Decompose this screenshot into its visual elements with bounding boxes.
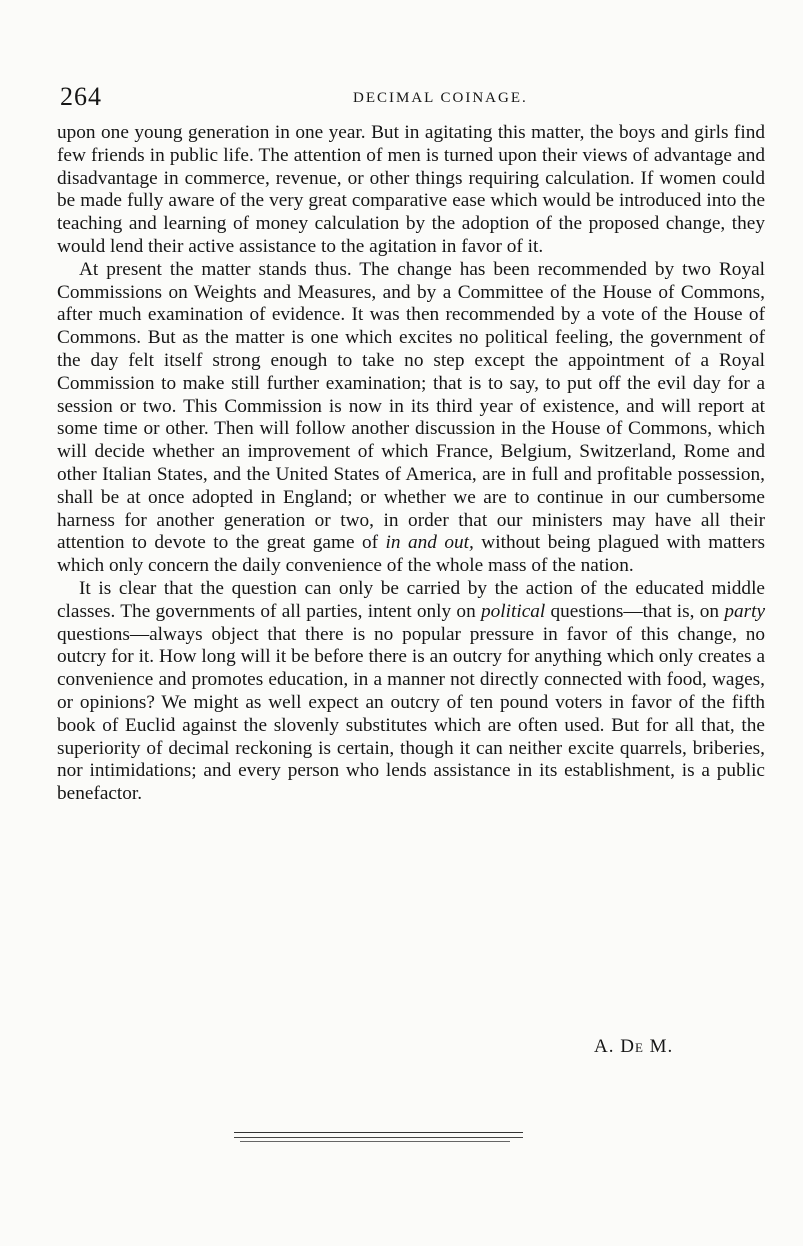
paragraph-text: questions—that is, on <box>545 600 725 622</box>
closing-rule <box>234 1137 523 1138</box>
author-signature <box>594 1036 673 1058</box>
page-number: 264 <box>60 82 102 111</box>
signature-surname-initial: M. <box>649 1036 674 1057</box>
signature-initial: A. <box>594 1036 615 1057</box>
paragraph <box>57 122 765 259</box>
signature-de: De <box>620 1036 644 1057</box>
paragraph <box>57 578 765 806</box>
italic-text: party <box>724 600 766 622</box>
page-header <box>56 82 768 114</box>
italic-text: political <box>480 600 546 622</box>
paragraph-text: without being plagued with matters which only concern the daily convenience of the whole mass of the nation. <box>57 532 766 577</box>
paragraph <box>57 259 765 578</box>
italic-text: in and out, <box>385 532 474 554</box>
body-text <box>57 122 765 806</box>
paragraph-text: At present the matter stands thus. The change has been recommended by two Royal Commissions on Weights and Measures, and by a Committee of the House of Commons, after much examination of evidence. It was then recommended by a vote of the House of Commons. But as the matter is one which excites no political feeling, the government of the day felt itself strong enough to take no step except the appointment of a Royal Commission to make still further examination; that is to say, to put off the evil day for a session or two. This Commission is now in its third year of existence, and will report at some time or other. Then will follow another discussion in the House of Commons, which will decide whether an improvement of which France, Belgium, Switzerland, Rome and other Italian States, and the United States of America, are in full and profitable possession, shall be at once adopted in England; or whether we are to continue in our cumbersome harness for another generation or two, in order that our ministers may have all their attention to devote to the great game of <box>57 258 765 554</box>
paragraph-text: upon one young generation in one year. But in agitating this matter, the boys and girls find few friends in public life. The attention of men is turned upon their views of advantage and disadvantage in commerce, revenue, or other things requiring calculation. If women could be made fully aware of the very great comparative ease which would be introduced into the teaching and learning of money calculation by the adoption of the proposed change, they would lend their active assistance to the agitation in favor of it. <box>57 122 765 257</box>
paragraph-text: questions—always object that there is no popular pressure in favor of this change, no outcry for it. How long will it be before there is an outcry for anything which only creates a convenience and promotes education, in a manner not directly connected with food, wages, or opinions? We might as well expect an outcry of ten pound voters in favor of the fifth book of Euclid against the slovenly substitutes which are often used. But for all that, the superiority of decimal reckoning is certain, though it can neither excite quarrels, briberies, nor intimidations; and every person who lends assistance in its establishment, is a public benefactor. <box>57 623 765 805</box>
closing-rule <box>234 1132 523 1133</box>
closing-rule <box>240 1141 510 1142</box>
paragraph-text: It is clear that the question can only be carried by the action of the educated middle classes. The governments of all parties, intent only on <box>57 577 765 622</box>
running-head: DECIMAL COINAGE. <box>353 90 528 106</box>
